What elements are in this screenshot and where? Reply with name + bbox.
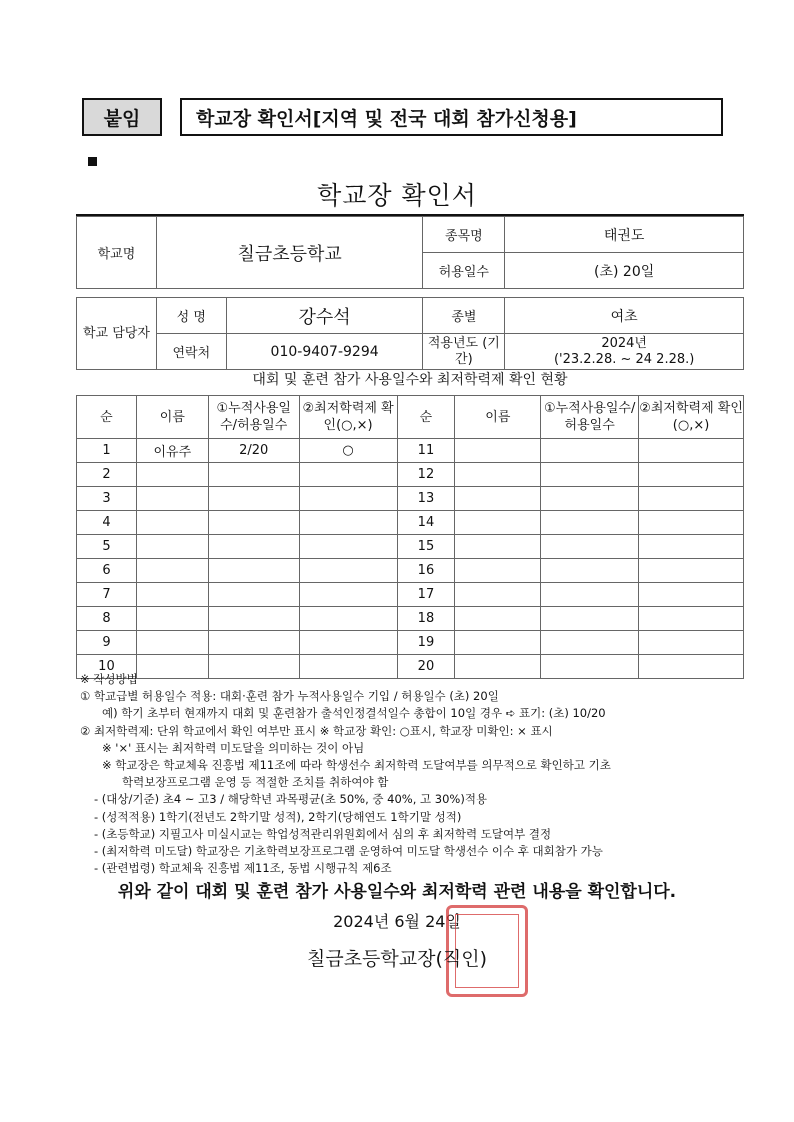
- row-min: [639, 511, 744, 535]
- square-bullet-icon: [88, 157, 97, 166]
- notes-line: ※ '×' 표시는 최저학력 미도달을 의미하는 것이 아님: [102, 740, 365, 755]
- notes-line: ① 학교급별 허용일수 적용: 대회·훈련 참가 누적사용일수 기입 / 허용일수 (초) 20일: [80, 689, 499, 704]
- row-days: [208, 559, 299, 583]
- name-label: 성 명: [156, 298, 226, 334]
- row-days: [541, 583, 639, 607]
- table-row: [77, 463, 744, 487]
- header-name: 이름: [136, 396, 208, 439]
- table-row: [77, 511, 744, 535]
- confirmation-statement: 위와 같이 대회 및 훈련 참가 사용일수와 최저학력 관련 내용을 확인합니다.: [117, 882, 677, 902]
- notes-heading: ※ 작성방법: [80, 672, 138, 686]
- row-name: [136, 511, 208, 535]
- row-min: [299, 631, 397, 655]
- row-days: [541, 607, 639, 631]
- row-min: [639, 463, 744, 487]
- row-name: [136, 631, 208, 655]
- row-min: [299, 487, 397, 511]
- row-days: [208, 631, 299, 655]
- row-no: 7: [77, 583, 137, 607]
- row-min: [299, 583, 397, 607]
- name-value: 강수석: [226, 298, 423, 334]
- row-min: [299, 511, 397, 535]
- row-days: [541, 463, 639, 487]
- row-min: [639, 439, 744, 463]
- row-no: 4: [77, 511, 137, 535]
- row-min: [299, 607, 397, 631]
- row-name: [455, 487, 541, 511]
- header-days: ①누적사용일수/허용일수: [208, 396, 299, 439]
- row-days: [208, 607, 299, 631]
- row-min: [639, 487, 744, 511]
- row-days: [208, 487, 299, 511]
- table-row: [77, 439, 744, 463]
- row-name: [455, 631, 541, 655]
- row-min: [639, 607, 744, 631]
- row-days: [208, 463, 299, 487]
- event-label: 종목명: [423, 217, 505, 253]
- row-min: [299, 559, 397, 583]
- notes-line: - (대상/기준) 초4 ~ 고3 / 해당학년 과목평균(초 50%, 중 40%, 고 30%)적용: [94, 792, 488, 807]
- school-label: 학교명: [77, 217, 157, 289]
- row-days: [541, 439, 639, 463]
- row-name: [455, 463, 541, 487]
- notes-line: - (최저학력 미도달) 학교장은 기초학력보장프로그램 운영하여 미도달 학생선수 이수 후 대회참가 가능: [94, 844, 603, 859]
- row-min: [639, 631, 744, 655]
- row-min: [639, 535, 744, 559]
- notes-line: - (성적적용) 1학기(전년도 2학기말 성적), 2학기(당해연도 1학기말 성적): [94, 809, 462, 824]
- row-name: [455, 559, 541, 583]
- row-no: 10: [77, 655, 137, 679]
- row-no: 16: [397, 559, 455, 583]
- info-separator: [77, 289, 744, 298]
- row-no: 2: [77, 463, 137, 487]
- row-min: ○: [299, 439, 397, 463]
- row-days: [541, 487, 639, 511]
- table-row: [77, 487, 744, 511]
- row-min: [639, 583, 744, 607]
- row-name: [136, 487, 208, 511]
- year-value: 2024년: [601, 335, 647, 351]
- row-no: 17: [397, 583, 455, 607]
- issue-date: 2024년 6월 24일: [333, 912, 461, 931]
- header-min: ②최저학력제 확인(○,×): [299, 396, 397, 439]
- table-row: [77, 583, 744, 607]
- row-no: 14: [397, 511, 455, 535]
- row-name: [455, 583, 541, 607]
- row-no: 20: [397, 655, 455, 679]
- period-value: ('23.2.28. ~ 24 2.28.): [553, 351, 695, 367]
- gender-value: 여초: [505, 298, 744, 334]
- row-min: [639, 559, 744, 583]
- row-no: 19: [397, 631, 455, 655]
- row-no: 9: [77, 631, 137, 655]
- row-days: [208, 535, 299, 559]
- row-no: 8: [77, 607, 137, 631]
- gender-label: 종별: [423, 298, 505, 334]
- participant-table: [76, 395, 744, 679]
- row-name: [455, 535, 541, 559]
- row-days: [541, 559, 639, 583]
- header-days: ①누적사용일수/허용일수: [541, 396, 639, 439]
- header-min: ②최저학력제 확인(○,×): [639, 396, 744, 439]
- notes-line: 예) 학기 초부터 현재까지 대회 및 훈련참가 출석인정결석일수 총합이 10일 경우 ➪ 표기: (초) 10/20: [102, 706, 606, 721]
- notes-line: - (초등학교) 지필고사 미실시교는 학업성적관리위원회에서 심의 후 최저학력 도달여부 결정: [94, 826, 552, 841]
- row-no: 5: [77, 535, 137, 559]
- year-label: 적용년도 (기간): [423, 334, 505, 370]
- days-value: (초) 20일: [505, 253, 744, 289]
- header-no: 순: [77, 396, 137, 439]
- row-name: [136, 463, 208, 487]
- contact-value: 010-9407-9294: [226, 334, 423, 370]
- notes-line: 학력보장프로그램 운영 등 적절한 조치를 취하여야 함: [122, 775, 389, 790]
- document-title: 학교장 확인서: [317, 181, 477, 210]
- row-days: [541, 631, 639, 655]
- school-value: 칠금초등학교: [156, 217, 423, 289]
- row-name: 이유주: [136, 439, 208, 463]
- instructions: [80, 671, 760, 877]
- row-days: [208, 583, 299, 607]
- row-name: [455, 439, 541, 463]
- row-name: [136, 607, 208, 631]
- table-row: [77, 559, 744, 583]
- row-name: [136, 583, 208, 607]
- section-title: 대회 및 훈련 참가 사용일수와 최저학력제 확인 현황: [252, 372, 568, 388]
- row-no: 13: [397, 487, 455, 511]
- notes-line: - (관련법령) 학교체육 진흥법 제11조, 동법 시행규칙 제6조: [94, 861, 392, 876]
- contact-label: 연락처: [156, 334, 226, 370]
- row-no: 1: [77, 439, 137, 463]
- table-row: [77, 535, 744, 559]
- table-row: [77, 607, 744, 631]
- header-no: 순: [397, 396, 455, 439]
- row-no: 15: [397, 535, 455, 559]
- notes-line: ② 최저학력제: 단위 학교에서 확인 여부만 표시 ※ 학교장 확인: ○표시, 학교장 미확인: × 표시: [80, 723, 553, 738]
- row-no: 3: [77, 487, 137, 511]
- row-days: [208, 511, 299, 535]
- manager-label: 학교 담당자: [77, 298, 157, 370]
- event-value: 태권도: [505, 217, 744, 253]
- row-min: [299, 535, 397, 559]
- principal-signature: 칠금초등학교장(직인): [306, 948, 487, 970]
- row-min: [299, 463, 397, 487]
- row-days: [541, 511, 639, 535]
- row-days: [541, 535, 639, 559]
- row-no: 11: [397, 439, 455, 463]
- row-name: [455, 607, 541, 631]
- table-row: [77, 631, 744, 655]
- row-name: [136, 535, 208, 559]
- row-no: 6: [77, 559, 137, 583]
- header-name: 이름: [455, 396, 541, 439]
- info-table: [76, 216, 744, 370]
- days-label: 허용일수: [423, 253, 505, 289]
- header-title: 학교장 확인서[지역 및 전국 대회 참가신청용]: [180, 98, 723, 136]
- row-no: 12: [397, 463, 455, 487]
- notes-line: ※ 학교장은 학교체육 진흥법 제11조에 따라 학생선수 최저학력 도달여부를 의무적으로 확인하고 기초: [102, 758, 611, 773]
- year-cell: [505, 334, 744, 370]
- attachment-tag: 붙임: [82, 98, 162, 136]
- row-days: 2/20: [208, 439, 299, 463]
- row-no: 18: [397, 607, 455, 631]
- row-name: [136, 559, 208, 583]
- row-name: [455, 511, 541, 535]
